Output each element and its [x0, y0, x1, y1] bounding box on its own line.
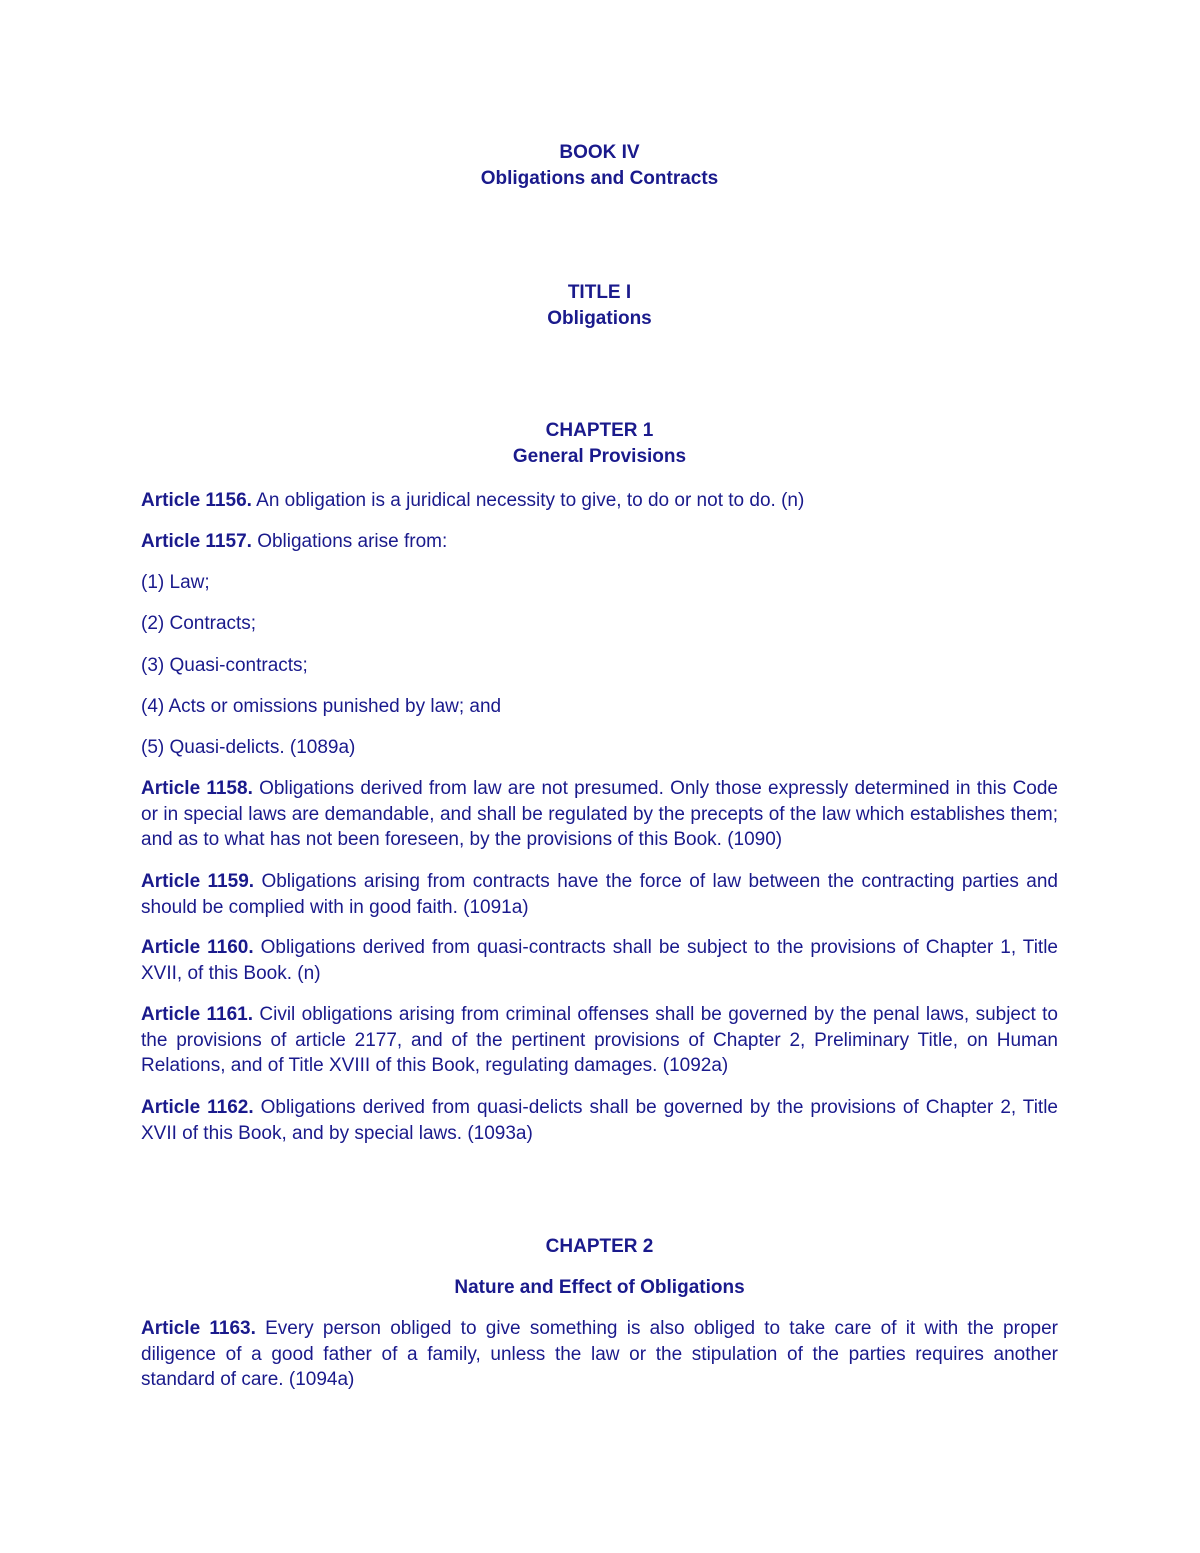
book-name: Obligations and Contracts — [480, 168, 719, 189]
article-number: Article 1162. — [141, 1097, 254, 1118]
list-item: (3) Quasi-contracts; — [141, 655, 308, 676]
article-number: Article 1157. — [141, 531, 252, 552]
article-text: Every person obliged to give something is also obliged to take care of it with the proper diligence of a good father of a family, unless the law or the stipulation of the parties requires another standard of care. (1094a) — [141, 1318, 1058, 1390]
article-1160 — [141, 935, 1058, 986]
article-paragraph — [141, 776, 1058, 853]
chapter2-number-block — [141, 1234, 1058, 1260]
chapter2-number: CHAPTER 2 — [545, 1236, 654, 1257]
article-text: Obligations derived from law are not presumed. Only those expressly determined in this Code or in special laws are demandable, and shall be regulated by the precepts of the law which establishes them; and as to what has not been foreseen, by the provisions of this Book. (1090) — [141, 778, 1058, 850]
article-number: Article 1158. — [141, 778, 253, 799]
article-text: Obligations derived from quasi-contracts shall be subject to the provisions of Chapter 1, Title XVII, of this Book. (n) — [141, 937, 1058, 984]
source-item-4 — [141, 694, 1058, 719]
list-item: (4) Acts or omissions punished by law; and — [141, 696, 502, 717]
article-paragraph — [141, 869, 1058, 920]
title-name: Obligations — [547, 308, 652, 329]
article-paragraph — [141, 488, 1058, 514]
article-number: Article 1160. — [141, 937, 254, 958]
list-item: (5) Quasi-delicts. (1089a) — [141, 737, 356, 758]
book-number: BOOK IV — [559, 142, 640, 163]
article-paragraph — [141, 529, 1058, 555]
article-1161 — [141, 1002, 1058, 1079]
chapter2-name-block — [141, 1275, 1058, 1301]
article-number: Article 1159. — [141, 871, 255, 892]
article-1158 — [141, 776, 1058, 853]
article-1162 — [141, 1095, 1058, 1146]
chapter1-number: CHAPTER 1 — [545, 420, 654, 441]
article-text: Obligations arising from contracts have the force of law between the contracting parties and should be complied with in good faith. (1091a) — [141, 871, 1058, 918]
list-item: (1) Law; — [141, 572, 210, 593]
article-text: Civil obligations arising from criminal offenses shall be governed by the penal laws, subject to the provisions of article 2177, and of the pertinent provisions of Chapter 2, Preliminary Title, on Human Relations, and of Title XVIII of this Book, regulating damages. (1092a) — [141, 1004, 1058, 1076]
article-1159 — [141, 869, 1058, 920]
article-text: An obligation is a juridical necessity to give, to do or not to do. (n) — [251, 490, 805, 511]
article-paragraph — [141, 1002, 1058, 1079]
chapter1-heading — [141, 418, 1058, 470]
article-1163 — [141, 1316, 1058, 1393]
source-item-5 — [141, 735, 1058, 760]
source-item-2 — [141, 611, 1058, 636]
source-item-1 — [141, 570, 1058, 595]
article-number: Article 1161. — [141, 1004, 254, 1025]
article-text: Obligations derived from quasi-delicts shall be governed by the provisions of Chapter 2, Title XVII of this Book, and by special laws. (1093a) — [141, 1097, 1058, 1144]
article-number: Article 1156. — [141, 490, 252, 511]
article-number: Article 1163. — [141, 1318, 256, 1339]
chapter1-name: General Provisions — [512, 446, 687, 467]
article-text: Obligations arise from: — [251, 531, 448, 552]
article-paragraph — [141, 1095, 1058, 1146]
list-item: (2) Contracts; — [141, 613, 257, 634]
title-number: TITLE I — [567, 282, 632, 303]
title-heading — [141, 280, 1058, 332]
chapter2-name: Nature and Effect of Obligations — [454, 1277, 745, 1298]
article-paragraph — [141, 935, 1058, 986]
book-heading — [141, 140, 1058, 192]
source-item-3 — [141, 653, 1058, 678]
article-paragraph — [141, 1316, 1058, 1393]
article-1157 — [141, 529, 1058, 555]
article-1156 — [141, 488, 1058, 514]
